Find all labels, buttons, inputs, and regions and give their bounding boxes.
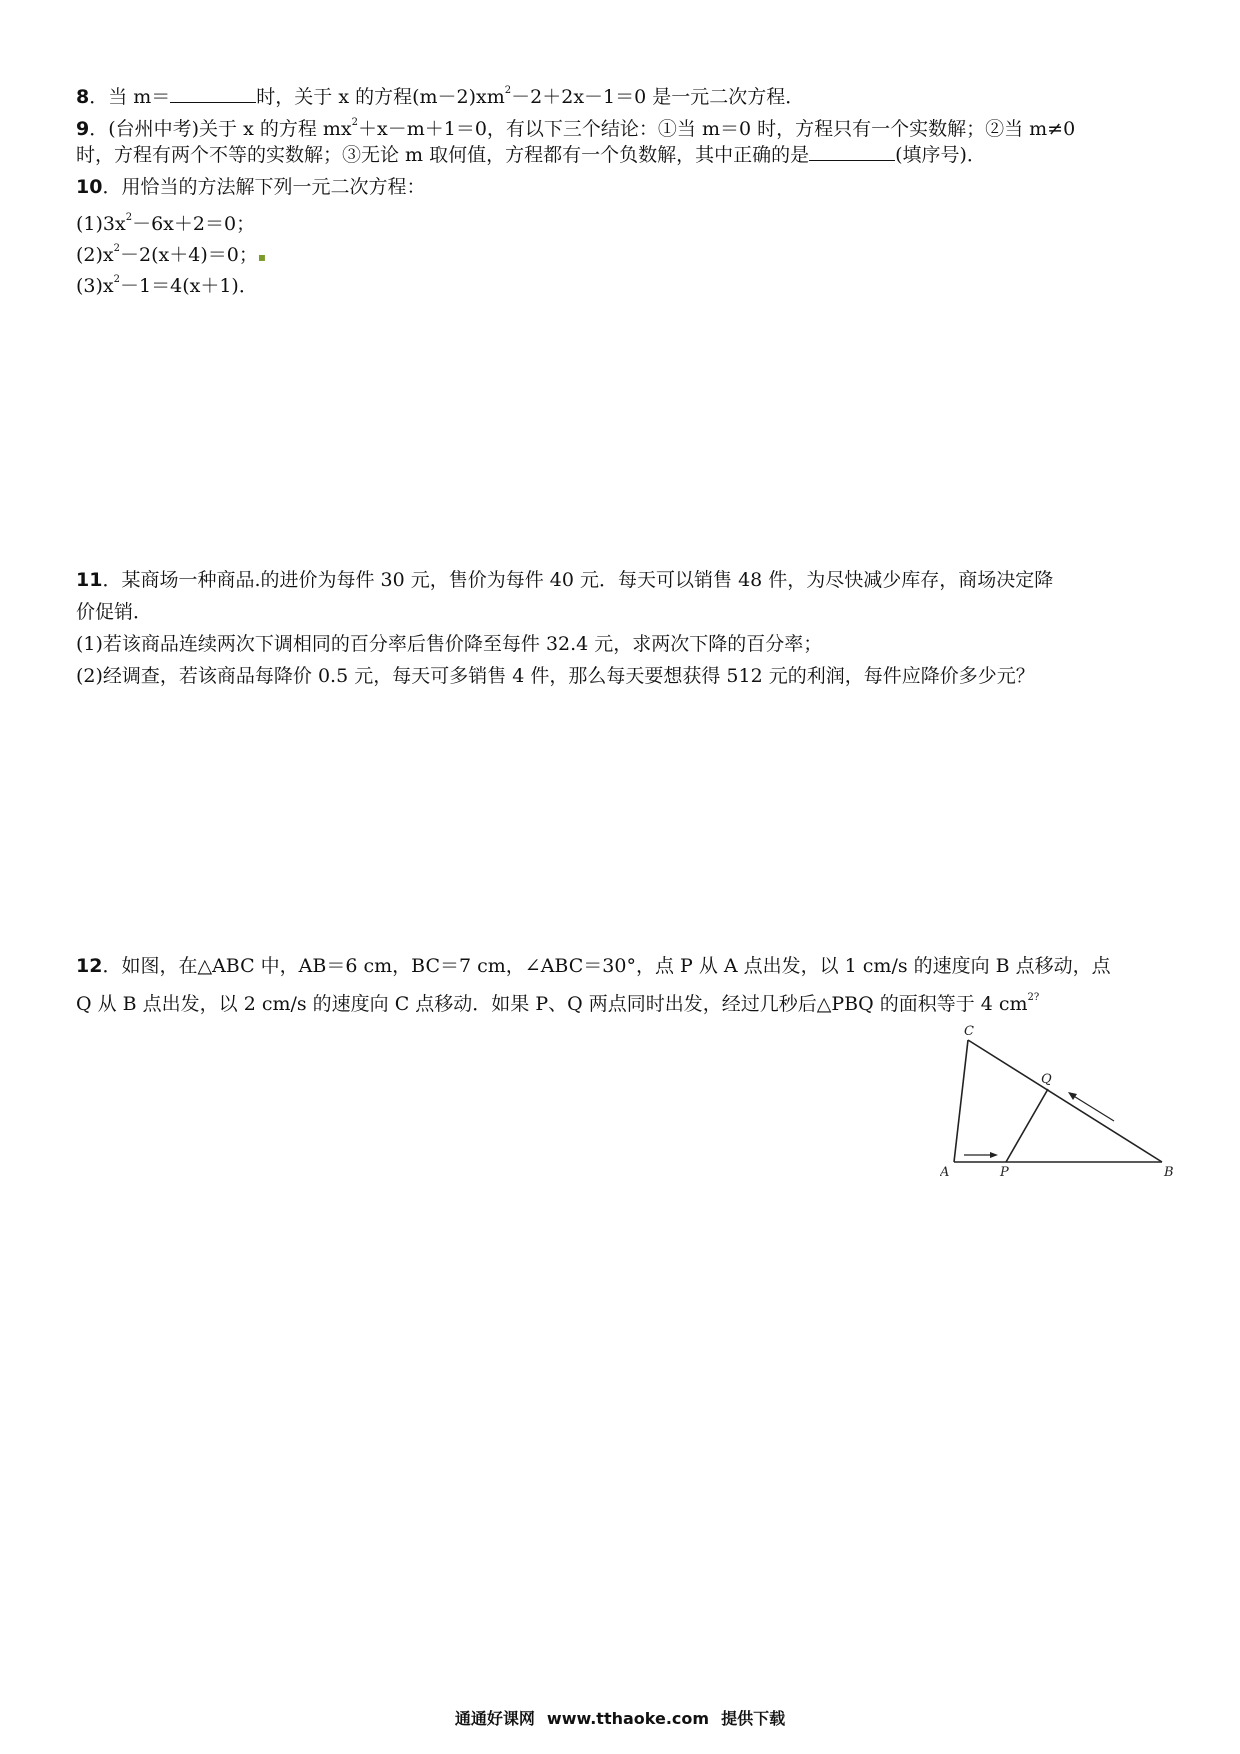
page-footer — [0, 1706, 1240, 1729]
stray-mark: . — [254, 569, 261, 591]
answer-blank — [809, 140, 895, 161]
question-11-line-2 — [76, 597, 152, 627]
equation-text: －2(x＋4)＝0； — [120, 244, 258, 266]
question-11-part-1 — [76, 629, 822, 659]
question-text: ．当 m＝ — [89, 86, 171, 108]
question-number: 8 — [76, 86, 90, 108]
question-text: 时，方程有两个不等的实数解；③无论 m 取何值，方程都有一个负数解，其中正确的是 — [76, 144, 810, 166]
question-number: 9 — [76, 118, 90, 140]
superscript: 2? — [1027, 992, 1040, 1003]
question-11-line-1 — [76, 565, 1053, 595]
arrow-ap-head — [990, 1152, 998, 1158]
label-p: P — [1000, 1165, 1009, 1180]
superscript: 2 — [113, 243, 121, 254]
superscript: 2 — [125, 212, 133, 223]
question-text: (2)经调查，若该商品每降价 0.5 元，每天可多销售 4 件，那么每天要想获得 512 元的利润，每件应降价多少元？ — [76, 665, 1035, 687]
question-10-stem — [76, 172, 425, 202]
question-text: －2＋2x－1＝0 是一元二次方程． — [511, 86, 805, 108]
question-text: ＋x－m＋1＝0，有以下三个结论：①当 m＝0 时，方程只有一个实数解；②当 m≠0 — [358, 118, 1076, 140]
question-8 — [76, 76, 804, 112]
label-c: C — [964, 1024, 974, 1039]
footer-suffix: 提供下载 — [721, 1709, 786, 1728]
label-q: Q — [1041, 1072, 1052, 1087]
stray-mark: ▪ — [257, 250, 266, 264]
question-10-part-3 — [76, 265, 258, 301]
superscript: 2 — [351, 117, 359, 128]
side-bc — [968, 1040, 1162, 1162]
label-b: B — [1164, 1165, 1174, 1180]
label-a: A — [940, 1165, 950, 1180]
side-ac — [954, 1040, 968, 1162]
answer-blank — [170, 82, 256, 103]
equation-text: (1)3x — [76, 213, 126, 235]
question-text: (1)若该商品连续两次下调相同的百分率后售价降至每件 32.4 元，求两次下降的百分率； — [76, 633, 823, 655]
segment-pq — [1006, 1089, 1048, 1162]
footer-site-name: 通通好课网 — [454, 1709, 535, 1728]
superscript: 2 — [113, 274, 121, 285]
question-text: 时，关于 x 的方程(m－2)xm — [256, 86, 505, 108]
question-12-line-2 — [76, 983, 1039, 1019]
equation-text: (3)x — [76, 275, 114, 297]
superscript: 2 — [504, 85, 512, 96]
equation-text: (2)x — [76, 244, 114, 266]
equation-text: －1＝4(x＋1)． — [120, 275, 258, 297]
equation-text: －6x＋2＝0； — [132, 213, 256, 235]
question-text: Q 从 B 点出发，以 2 cm/s 的速度向 C 点移动．如果 P、Q 两点同时出发，经过几秒后△PBQ 的面积等于 4 cm — [76, 993, 1028, 1015]
triangle-figure — [940, 1022, 1180, 1184]
question-text: 的进价为每件 30 元，售价为每件 40 元．每天可以销售 48 件，为尽快减少库存，商场决定降 — [260, 569, 1054, 591]
arrow-bq-shaft — [1072, 1095, 1114, 1121]
question-number: 11 — [76, 569, 103, 591]
arrow-bq-head — [1068, 1092, 1077, 1100]
question-text: ．如图，在△ABC 中，AB＝6 cm，BC＝7 cm，∠ABC＝30°，点 P 从 A 点出发，以 1 cm/s 的速度向 B 点移动，点 — [102, 955, 1111, 977]
question-9-line-1 — [76, 108, 1075, 144]
question-text: (填序号)． — [895, 144, 986, 166]
question-number: 10 — [76, 176, 103, 198]
question-11-part-2 — [76, 661, 1035, 691]
question-number: 12 — [76, 955, 103, 977]
question-12-line-1 — [76, 951, 1111, 981]
footer-url: www.tthaoke.com — [546, 1709, 710, 1728]
question-text: ．某商场一种商品 — [102, 569, 255, 591]
question-text: ．用恰当的方法解下列一元二次方程： — [102, 176, 426, 198]
question-9-line-2 — [76, 140, 986, 170]
question-text: 价促销． — [76, 601, 153, 623]
question-text: ．(台州中考)关于 x 的方程 mx — [89, 118, 352, 140]
